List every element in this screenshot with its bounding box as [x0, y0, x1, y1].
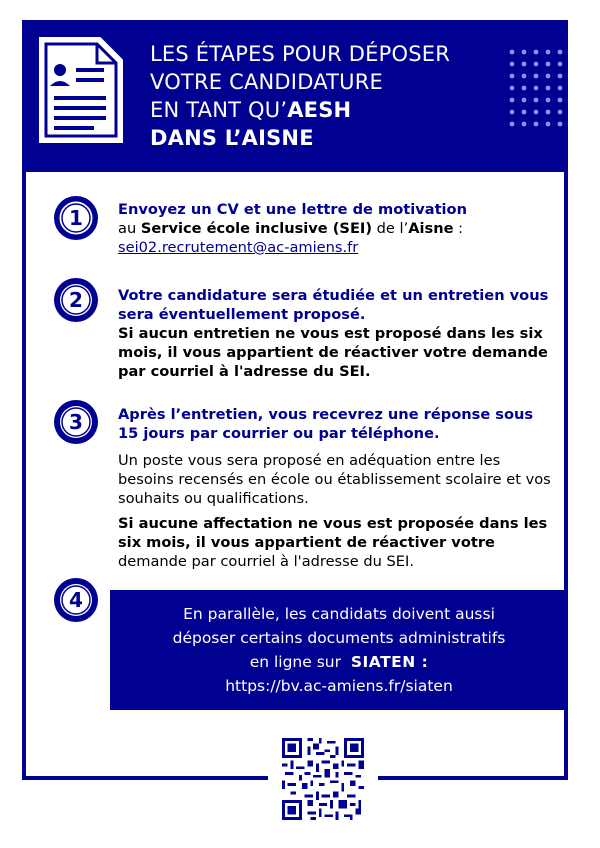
- siaten-info-box: [110, 590, 568, 710]
- siaten-line-3-text: en ligne sur: [249, 653, 341, 671]
- step-3-badge: [52, 398, 100, 446]
- title-line-1: LES ÉTAPES POUR DÉPOSER: [150, 42, 450, 66]
- frame-left-border: [22, 70, 26, 780]
- step-3-body2-bold: Si aucune affectation ne vous est proposée dans les six mois, il vous appartient de réactiver votre: [118, 515, 548, 551]
- dots-pattern-icon: [508, 48, 566, 128]
- step-1-service-name: Service école inclusive (SEI): [140, 220, 373, 237]
- title-aesh: AESH: [287, 98, 352, 122]
- step-4-number: 4: [69, 588, 83, 612]
- step-1-line2-a: au: [118, 220, 141, 237]
- step-3-number: 3: [69, 410, 83, 434]
- qr-code-icon[interactable]: [282, 738, 364, 820]
- step-3-body2: [118, 514, 558, 571]
- step-1-number: 1: [69, 206, 83, 230]
- title-line-4-text: DANS L’AISNE: [150, 126, 314, 150]
- step-4-badge: [52, 576, 100, 624]
- page-title: [150, 40, 450, 152]
- siaten-line-2: déposer certains documents administratifs: [172, 629, 506, 647]
- siaten-line-1: En parallèle, les candidats doivent aussi: [183, 605, 495, 623]
- title-line-3-text: EN TANT QU’: [150, 98, 288, 122]
- step-1-email-link[interactable]: sei02.recrutement@ac-amiens.fr: [118, 239, 359, 256]
- header-banner: [22, 20, 568, 172]
- step-3-text: [118, 405, 558, 571]
- step-3-body2-rest: demande par courriel à l'adresse du SEI.: [118, 553, 414, 570]
- siaten-label: SIATEN :: [350, 653, 429, 671]
- step-1-line2: [118, 219, 558, 238]
- title-line-4: [150, 124, 450, 152]
- step-3-heading: Après l’entretien, vous recevrez une réponse sous 15 jours par courrier ou par téléphone.: [118, 406, 534, 442]
- step-1-aisne: Aisne: [408, 220, 454, 237]
- step-2-text: [118, 286, 558, 381]
- step-2-body: Si aucun entretien ne vous est proposé dans les six mois, il vous appartient de réactiver votre demande par courriel à l'adresse du SEI.: [118, 325, 548, 380]
- step-1-badge: [52, 194, 100, 242]
- step-3-body: Un poste vous sera proposé en adéquation entre les besoins recensés en école ou établissement scolaire et vos souhaits ou qualifications.: [118, 452, 551, 507]
- frame-bottom-border: [22, 776, 268, 780]
- step-1-line2-b: de l’: [372, 220, 409, 237]
- title-line-3: [150, 96, 450, 124]
- step-1-text: [118, 200, 558, 257]
- siaten-url-link[interactable]: https://bv.ac-amiens.fr/siaten: [225, 677, 453, 695]
- frame-bottom-border-right: [378, 776, 568, 780]
- step-1-line2-c: :: [453, 220, 464, 237]
- step-1-heading: Envoyez un CV et une lettre de motivation: [118, 201, 467, 218]
- document-icon: [36, 34, 126, 146]
- step-2-badge: [52, 276, 100, 324]
- siaten-line-3: [110, 650, 568, 674]
- step-2-number: 2: [69, 288, 83, 312]
- title-line-2: VOTRE CANDIDATURE: [150, 70, 383, 94]
- step-2-heading: Votre candidature sera étudiée et un entretien vous sera éventuellement proposé.: [118, 287, 549, 323]
